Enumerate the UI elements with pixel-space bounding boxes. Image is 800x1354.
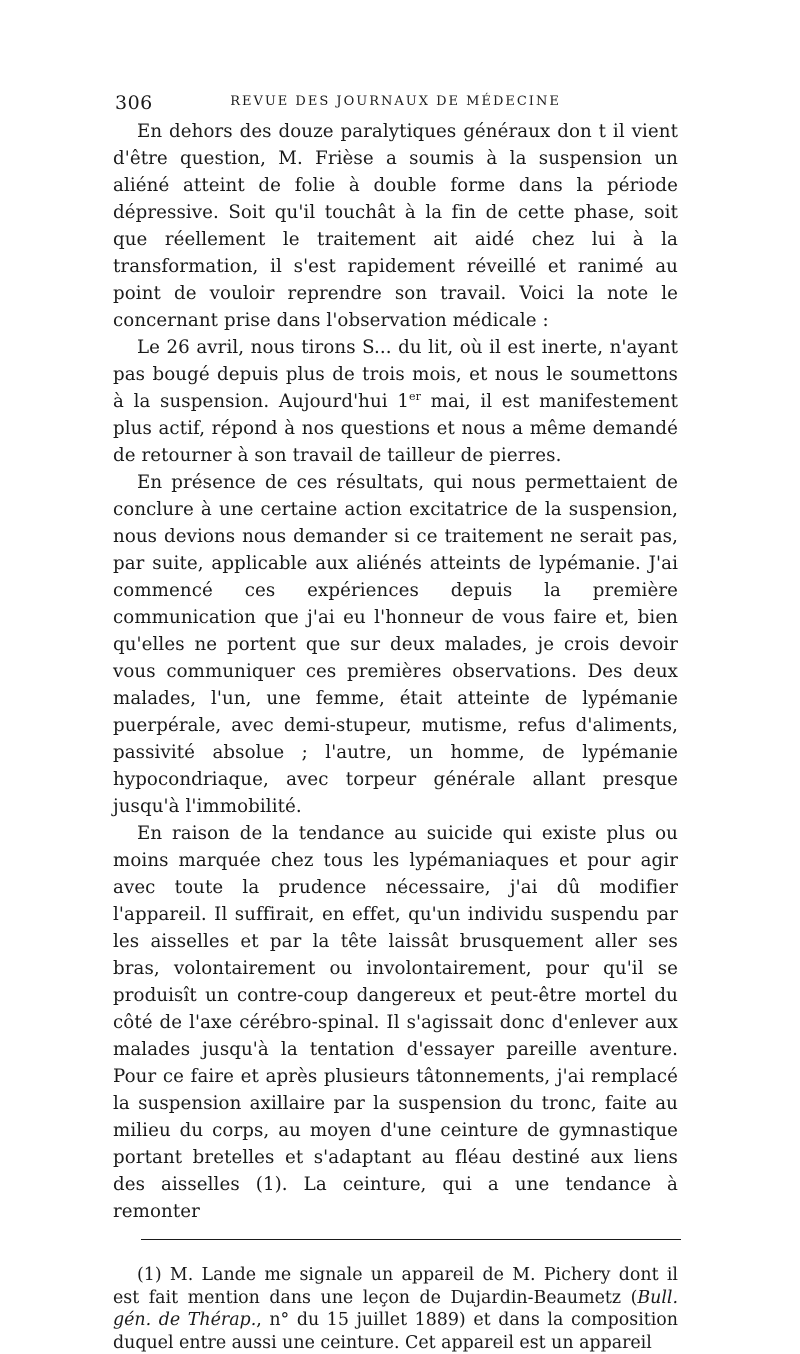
paragraph-3: En présence de ces résultats, qui nous permettaient de conclure à une certaine action excitatrice de la suspension, nous devions nous demander si ce traitement ne serait pas, par suite, applicable aux aliénés atteints de lypémanie. J'ai commencé ces expériences depuis la première communication que j'ai eu l'honneur de vous faire et, bien qu'elles ne portent que sur deux malades, je crois devoir vous communiquer ces premières observations. Des deux malades, l'un, une femme, était atteinte de lypémanie puerpérale, avec demi-stupeur, mutisme, refus d'aliments, passivité absolue ; l'autre, un homme, de lypémanie hypocondriaque, avec torpeur générale allant presque jusqu'à l'immobilité. [113,472,678,817]
running-head [113,92,678,118]
superscript-er: er [409,389,421,403]
footnote-text [113,1264,678,1354]
footnote-separator [141,1239,681,1240]
paragraph-2-text-b: mai, il est manifestement plus actif, répond à nos questions et nous a même demandé de retourner à son travail de tailleur de pierres. [113,391,678,466]
paragraph-1: En dehors des douze paralytiques généraux don t il vient d'être question, M. Frièse a soumis à la suspension un aliéné atteint de folie à double forme dans la période dépressive. Soit qu'il touchât à la fin de cette phase, soit que réellement le traitement ait aidé chez lui à la transformation, il s'est rapidement réveillé et ranimé au point de vouloir reprendre son travail. Voici la note le concernant prise dans l'observation médicale : [113,121,678,331]
paragraph-2-text-a: Le 26 avril, nous tirons S... du lit, où il est inerte, n'ayant pas bougé depuis plus de trois mois, et nous le soumettons à la suspension. Aujourd'hui 1 [113,337,678,412]
footnote-citation: Bull. gén. de Thérap. [113,1287,678,1330]
footnote [113,1264,678,1354]
footnote-text-b: , n° du 15 juillet 1889) et dans la composition duquel entre aussi une ceinture. Cet appareil est un appareil [113,1310,678,1353]
journal-title: REVUE DES JOURNAUX DE MÉDECINE [230,94,561,109]
body-text [113,118,678,1225]
book-page [113,92,678,1354]
paragraph-4: En raison de la tendance au suicide qui existe plus ou moins marquée chez tous les lypémaniaques et pour agir avec toute la prudence nécessaire, j'ai dû modifier l'appareil. Il suffirait, en effet, qu'un individu suspendu par les aisselles et par la tête laissât brusquement aller ses bras, volontairement ou involontairement, pour qu'il se produisît un contre-coup dangereux et peut-être mortel du côté de l'axe cérébro-spinal. Il s'agissait donc d'enlever aux malades jusqu'à la tentation d'essayer pareille aventure. Pour ce faire et après plusieurs tâtonnements, j'ai remplacé la suspension axillaire par la suspension du tronc, faite au milieu du corps, au moyen d'une ceinture de gymnastique portant bretelles et s'adaptant au fléau destiné aux liens des aisselles (1). La ceinture, qui a une tendance à remonter [113,823,678,1222]
footnote-text-a: (1) M. Lande me signale un appareil de M. Pichery dont il est fait mention dans une leçon de Dujardin-Beaumetz ( [113,1265,678,1308]
page-number: 306 [115,92,153,114]
paragraph-2 [113,334,678,469]
